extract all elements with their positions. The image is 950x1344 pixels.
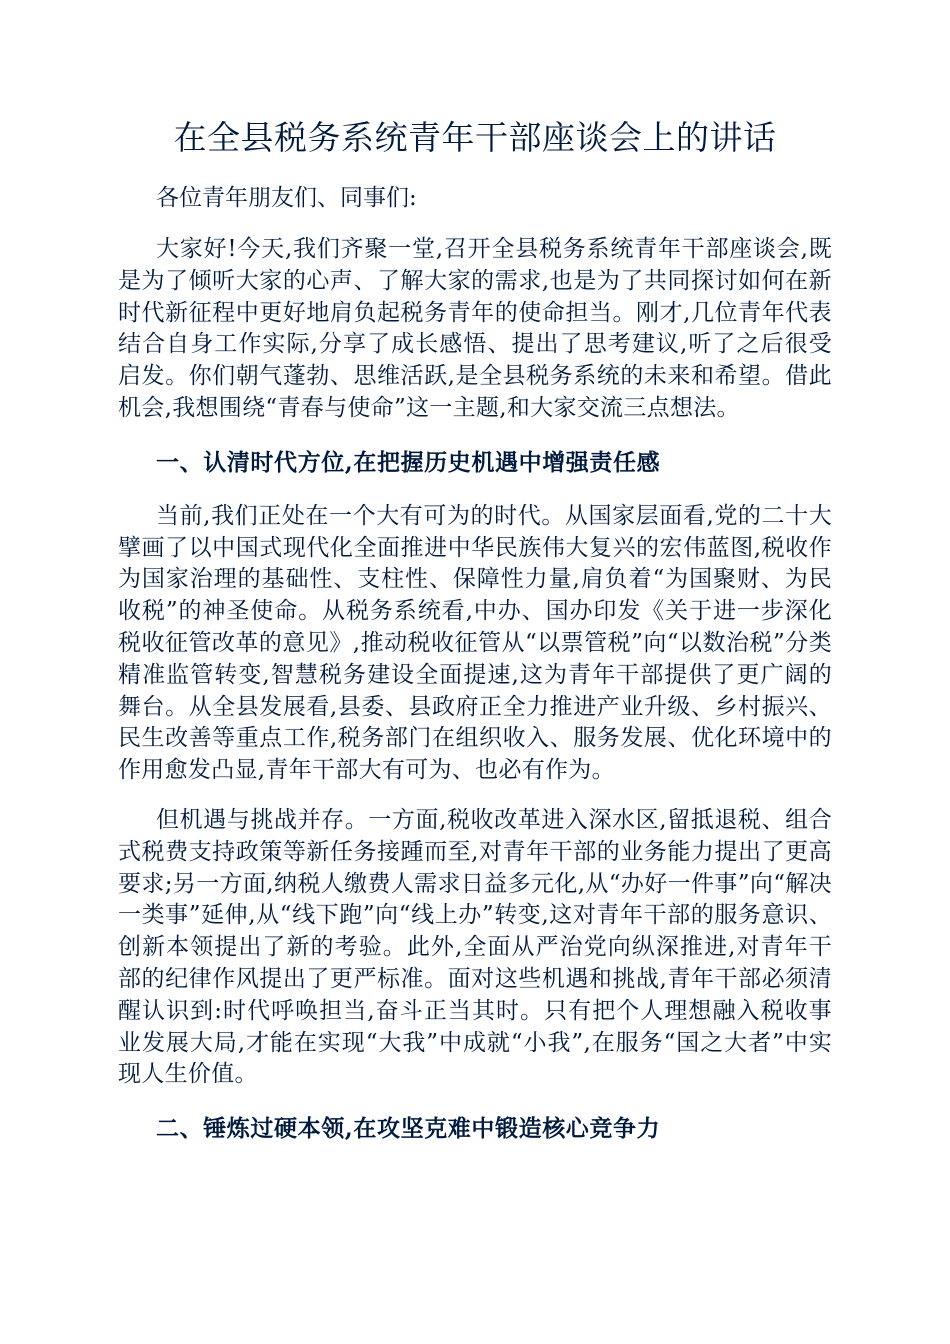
document-title: 在全县税务系统青年干部座谈会上的讲话 (173, 118, 777, 157)
section-heading-1: 一、认清时代方位,在把握历史机遇中增强责任感 (156, 448, 661, 476)
salutation: 各位青年朋友们、同事们: (156, 185, 417, 211)
document-page (118, 112, 832, 1167)
section-heading-2: 二、锤炼过硬本领,在攻坚克难中锻造核心竞争力 (156, 1115, 661, 1143)
paragraph-intro: 大家好!今天,我们齐聚一堂,召开全县税务系统青年干部座谈会,既是为了倾听大家的心声、了解大家的需求,也是为了共同探讨如何在新时代新征程中更好地肩负起税务青年的使命担当。刚才,几位青年代表结合自身工作实际,分享了成长感悟、提出了思考建议,听了之后很受启发。你们朝气蓬勃、思维活跃,是全县税务系统的未来和希望。借此机会,我想围绕“青春与使命”这一主题,和大家交流三点想法。 (118, 236, 832, 421)
paragraph-challenges: 但机遇与挑战并存。一方面,税收改革进入深水区,留抵退税、组合式税费支持政策等新任务接踵而至,对青年干部的业务能力提出了更高要求;另一方面,纳税人缴费人需求日益多元化,从“办好一件事”向“解决一类事”延伸,从“线下跑”向“线上办”转变,这对青年干部的服务意识、创新本领提出了新的考验。此外,全面从严治党向纵深推进,对青年干部的纪律作风提出了更严标准。面对这些机遇和挑战,青年干部必须清醒认识到:时代呼唤担当,奋斗正当其时。只有把个人理想融入税收事业发展大局,才能在实现“大我”中成就“小我”,在服务“国之大者”中实现人生价值。 (118, 806, 832, 1088)
paragraph-era: 当前,我们正处在一个大有可为的时代。从国家层面看,党的二十大擘画了以中国式现代化全面推进中华民族伟大复兴的宏伟蓝图,税收作为国家治理的基础性、支柱性、保障性力量,肩负着“为国聚财、为民收税”的神圣使命。从税务系统看,中办、国办印发《关于进一步深化税收征管改革的意见》,推动税收征管从“以票管税”向“以数治税”分类精准监管转变,智慧税务建设全面提速,这为青年干部提供了更广阔的舞台。从全县发展看,县委、县政府正全力推进产业升级、乡村振兴、民生改善等重点工作,税务部门在组织收入、服务发展、优化环境中的作用愈发凸显,青年干部大有可为、也必有作为。 (118, 502, 832, 784)
